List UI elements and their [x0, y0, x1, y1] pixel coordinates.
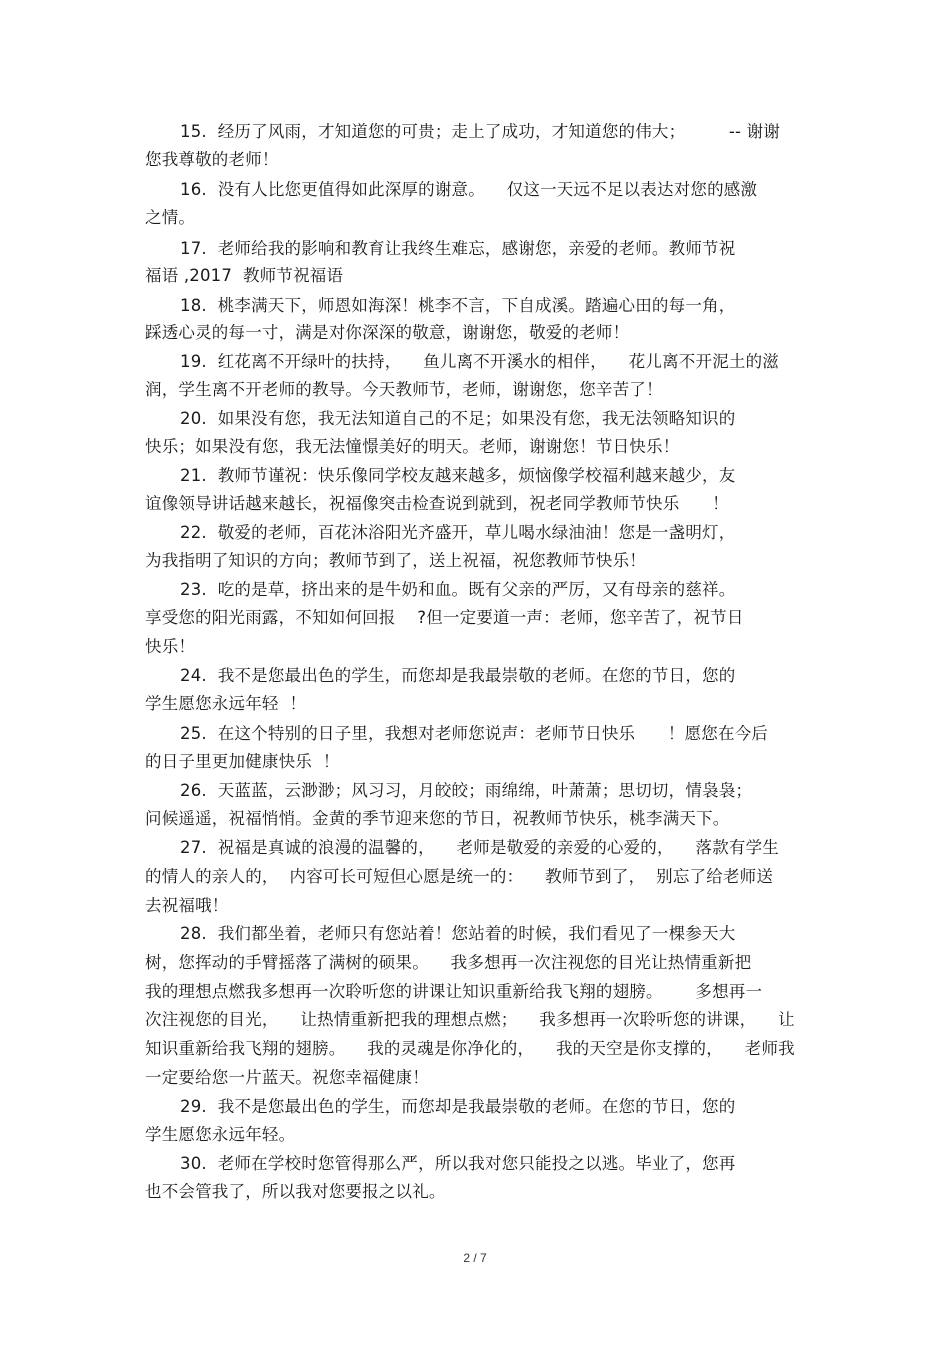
text-line: 30. 老师在学校时您管得那么严，所以我对您只能投之以逃。毕业了，您再: [180, 1154, 736, 1173]
text-line: 21. 教师节谨祝：快乐像同学校友越来越多，烦恼像学校福利越来越少，友: [180, 466, 736, 485]
text-line: 去祝福哦！: [145, 896, 229, 915]
text-line: 为我指明了知识的方向；教师节到了，送上祝福，祝您教师节快乐！: [145, 551, 646, 570]
text-line: 树，您挥动的手臂摇落了满树的硕果。 我多想再一次注视您的目光让热情重新把: [145, 953, 752, 972]
text-line: 问候遥遥，祝福悄悄。金黄的季节迎来您的节日，祝教师节快乐，桃李满天下。: [145, 809, 730, 828]
text-line: 28. 我们都坐着，老师只有您站着！您站着的时候，我们看见了一棵参天大: [180, 924, 736, 943]
text-line: 润，学生离不开老师的教导。今天教师节，老师，谢谢您，您辛苦了！: [145, 380, 663, 399]
page-number: 2 / 7: [463, 1251, 487, 1265]
text-line: 的情人的亲人的， 内容可长可短但心愿是统一的： 教师节到了， 别忘了给老师送: [145, 867, 774, 886]
text-line: 快乐；如果没有您，我无法憧憬美好的明天。老师，谢谢您！节日快乐！: [145, 437, 680, 456]
text-line: 踩透心灵的每一寸，满是对你深深的敬意，谢谢您，敬爱的老师！: [145, 323, 630, 342]
text-line: 之情。: [145, 208, 196, 227]
text-line: 22. 敬爱的老师，百花沐浴阳光齐盛开，草儿喝水绿油油！您是一盏明灯，: [180, 523, 736, 542]
text-line: 知识重新给我飞翔的翅膀。 我的灵魂是你净化的， 我的天空是你支撑的， 老师我: [145, 1039, 795, 1058]
text-line: 也不会管我了，所以我对您要报之以礼。: [145, 1182, 446, 1201]
text-line: 29. 我不是您最出色的学生，而您却是我最崇敬的老师。在您的节日，您的: [180, 1097, 736, 1116]
text-line: 学生愿您永远年轻。: [145, 1125, 296, 1144]
text-line: 的日子里更加健康快乐 ！: [145, 752, 340, 771]
text-line: 学生愿您永远年轻 ！: [145, 694, 307, 713]
text-line: 24. 我不是您最出色的学生，而您却是我最崇敬的老师。在您的节日，您的: [180, 666, 736, 685]
text-line: 20. 如果没有您，我无法知道自己的不足；如果没有您，我无法领略知识的: [180, 409, 736, 428]
text-line: 19. 红花离不开绿叶的扶持， 鱼儿离不开溪水的相伴， 花儿离不开泥土的滋: [180, 352, 779, 371]
text-line: 福语 ,2017 教师节祝福语: [145, 266, 344, 285]
text-line: 我的理想点燃我多想再一次聆听您的讲课让知识重新给我飞翔的翅膀。 多想再一: [145, 982, 763, 1001]
text-line: 快乐！: [145, 637, 196, 656]
text-line: 次注视您的目光， 让热情重新把我的理想点燃； 我多想再一次聆听您的讲课， 让: [145, 1010, 795, 1029]
text-line: 一定要给您一片蓝天。祝您幸福健康！: [145, 1068, 429, 1087]
text-line: 18. 桃李满天下，师恩如海深！桃李不言，下自成溪。踏遍心田的每一角，: [180, 296, 736, 315]
text-line: 25. 在这个特别的日子里，我想对老师您说声：老师节日快乐 ！愿您在今后: [180, 724, 769, 743]
text-line: 16. 没有人比您更值得如此深厚的谢意。 仅这一天远不足以表达对您的感激: [180, 180, 758, 199]
text-line: 15. 经历了风雨，才知道您的可贵；走上了成功，才知道您的伟大； -- 谢谢: [180, 122, 781, 141]
text-line: 26. 天蓝蓝，云渺渺；风习习，月皎皎；雨绵绵，叶萧萧；思切切，情袅袅；: [180, 781, 753, 800]
text-line: 27. 祝福是真诚的浪漫的温馨的， 老师是敬爱的亲爱的心爱的， 落款有学生: [180, 838, 779, 857]
text-line: 23. 吃的是草，挤出来的是牛奶和血。既有父亲的严厉，又有母亲的慈祥。: [180, 580, 736, 599]
text-line: 17. 老师给我的影响和教育让我终生难忘，感谢您，亲爱的老师。教师节祝: [180, 239, 736, 258]
text-line: 您我尊敬的老师！: [145, 150, 279, 169]
text-line: 享受您的阳光雨露，不知如何回报 ?但一定要道一声：老师，您辛苦了，祝节日: [145, 608, 744, 627]
text-line: 谊像领导讲话越来越长，祝福像突击检查说到就到，祝老同学教师节快乐 ！: [145, 494, 729, 513]
